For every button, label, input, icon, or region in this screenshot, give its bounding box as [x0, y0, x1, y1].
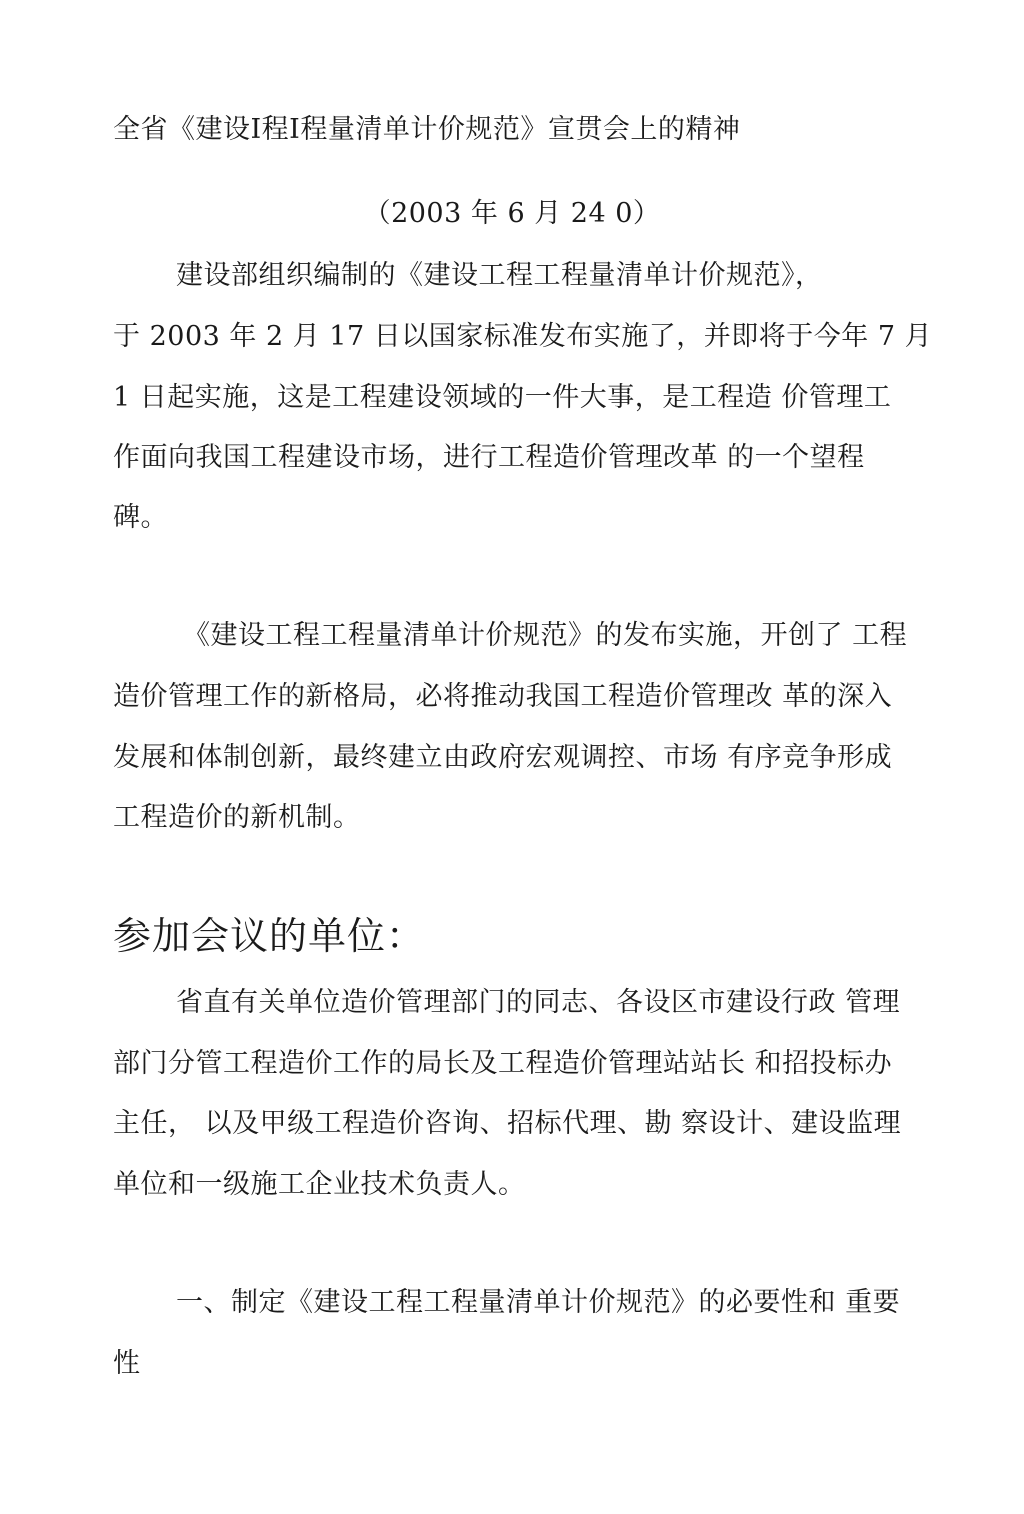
para1-line3: 1 日起实施，这是工程建设领域的一件大事，是工程造 价管理工 — [113, 382, 892, 413]
para3-line4: 单位和一级施工企业技术负责人。 — [113, 1169, 526, 1200]
para2-line4: 工程造价的新机制。 — [113, 802, 361, 833]
para1-line2: 于 2003 年 2 月 17 日以国家标准发布实施了，并即将于今年 7 月 — [113, 321, 933, 352]
section-heading: 参加会议的单位： — [113, 914, 426, 958]
para4-line2: 性 — [113, 1348, 141, 1379]
para2-line1: 《建设工程工程量清单计价规范》的发布实施，开创了 工程 — [183, 620, 908, 651]
para3-line3: 主任， 以及甲级工程造价咨询、招标代理、勘 察设计、建设监理 — [113, 1108, 902, 1139]
para1-line5: 碑。 — [113, 502, 168, 533]
para1-line1: 建设部组织编制的《建设工程工程量清单计价规范》， — [176, 260, 823, 291]
para2-line2: 造价管理工作的新格局，必将推动我国工程造价管理改 革的深入 — [113, 681, 893, 712]
document-title: 全省《建设I程I程量清单计价规范》宣贯会上的精神 — [113, 114, 741, 145]
para1-line4: 作面向我国工程建设市场，进行工程造价管理改革 的一个望程 — [113, 442, 865, 473]
para2-line3: 发展和体制创新，最终建立由政府宏观调控、市场 有序竞争形成 — [113, 742, 893, 773]
para4-line1: 一、制定《建设工程工程量清单计价规范》的必要性和 重要 — [176, 1287, 901, 1318]
document-date: （2003 年 6 月 24 0） — [363, 198, 661, 229]
para3-line2: 部门分管工程造价工作的局长及工程造价管理站站长 和招投标办 — [113, 1048, 893, 1079]
para3-line1: 省直有关单位造价管理部门的同志、各设区市建设行政 管理 — [176, 987, 901, 1018]
